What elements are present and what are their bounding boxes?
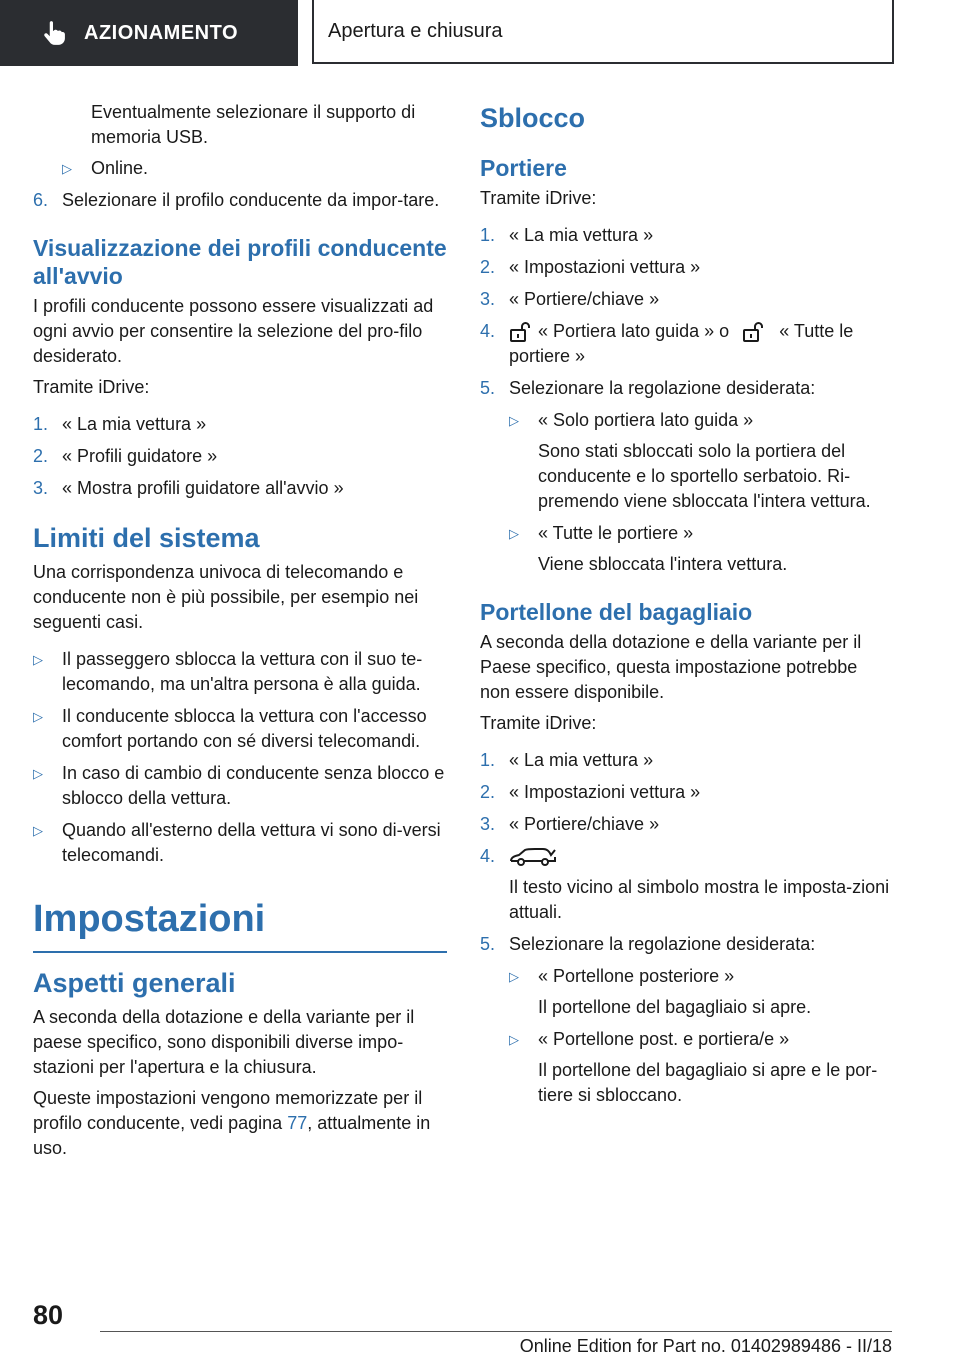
list-item: 2. « Impostazioni vettura » <box>480 782 701 802</box>
page-link[interactable]: 77 <box>287 1113 308 1133</box>
section-tab <box>0 0 298 66</box>
triangle-bullet-icon: ▷ <box>62 161 72 176</box>
list-item: 2. « Profili guidatore » <box>33 446 218 466</box>
section-heading: Sblocco <box>480 103 586 133</box>
intro-continuation: Eventualmente selezionare il supporto di memoria USB. <box>91 102 416 147</box>
section-heading: Limiti del sistema <box>33 523 260 553</box>
list-item: 2. « Impostazioni vettura » <box>480 257 701 277</box>
unlocked-padlock-icon <box>509 321 533 343</box>
list-item: 1. « La mia vettura » <box>480 225 654 245</box>
list-item: ▷ « Solo portiera lato guida » Sono stati sbloccati solo la portiera del conducente e lo sportello serbatoio. Ri-premendo viene sbloccata l'intera vettura. <box>480 408 892 514</box>
triangle-bullet-icon: ▷ <box>33 823 43 838</box>
triangle-bullet-icon: ▷ <box>33 766 43 781</box>
page-header <box>0 0 960 68</box>
paragraph: A seconda della dotazione e della variante per il paese specifico, sono disponibili diverse impo-stazioni per l'apertura e la chiusura. <box>33 1007 415 1077</box>
list-item: 3. « Portiere/chiave » <box>480 814 660 834</box>
list-item: ▷ Online. <box>33 156 447 181</box>
list-item: ▷ « Tutte le portiere » Viene sbloccata l'intera vettura. <box>480 521 892 577</box>
list-item: 5. Selezionare la regolazione desiderata: <box>480 934 816 954</box>
list-item: 1. « La mia vettura » <box>480 750 654 770</box>
list-item: ▷ Quando all'esterno della vettura vi sono di-versi telecomandi. <box>33 818 447 868</box>
triangle-bullet-icon: ▷ <box>509 1032 519 1047</box>
footer-divider <box>100 1331 892 1332</box>
hand-pointer-icon <box>40 20 66 46</box>
paragraph: Queste impostazioni vengono memorizzate per il profilo conducente, vedi pagina 77, attualmente in uso. <box>33 1088 431 1158</box>
section-title: AZIONAMENTO <box>84 21 239 44</box>
list-item: ▷ « Portellone posteriore » Il portellone del bagagliaio si apre. <box>480 964 892 1020</box>
list-item: 4. « Portiera lato guida » o « Tutte le portiere » <box>480 321 854 366</box>
section-heading: Visualizzazione dei profili conducente all'avvio <box>33 235 447 289</box>
list-item: 5. Selezionare la regolazione desiderata: <box>480 378 816 398</box>
triangle-bullet-icon: ▷ <box>33 652 43 667</box>
list-item: 4. Il testo vicino al simbolo mostra le imposta-zioni attuali. <box>480 846 890 922</box>
paragraph: Una corrispondenza univoca di telecomando e conducente non è più possibile, per esempio nei seguenti casi. <box>33 562 419 632</box>
paragraph: I profili conducente possono essere visualizzati ad ogni avvio per consentire la selezione del pro-filo desiderato. <box>33 296 434 366</box>
chapter-heading: Impostazioni <box>33 898 266 940</box>
chapter-heading-block <box>33 897 447 953</box>
triangle-bullet-icon: ▷ <box>33 709 43 724</box>
paragraph: Tramite iDrive: <box>33 377 150 397</box>
paragraph: Tramite iDrive: <box>480 188 597 208</box>
list-item: ▷ Il conducente sblocca la vettura con l'accesso comfort portando con sé diversi telecomandi. <box>33 704 447 754</box>
car-trunk-icon <box>509 846 557 868</box>
list-item: 6. Selezionare il profilo conducente da impor-tare. <box>33 190 440 210</box>
section-heading: Aspetti generali <box>33 968 236 998</box>
list-item: ▷ In caso di cambio di conducente senza blocco e sblocco della vettura. <box>33 761 447 811</box>
footer-edition: Online Edition for Part no. 01402989486 - II/18 <box>519 1336 892 1356</box>
list-item: 3. « Portiere/chiave » <box>480 289 660 309</box>
paragraph: A seconda della dotazione e della variante per il Paese specifico, questa impostazione potrebbe non essere disponibile. <box>480 632 862 702</box>
section-heading: Portiere <box>480 155 567 181</box>
triangle-bullet-icon: ▷ <box>509 413 519 428</box>
triangle-bullet-icon: ▷ <box>509 969 519 984</box>
left-column <box>33 100 447 1167</box>
list-item: 1. « La mia vettura » <box>33 414 207 434</box>
page-number: 80 <box>33 1300 64 1330</box>
list-item: 3. « Mostra profili guidatore all'avvio » <box>33 478 344 498</box>
subsection-title: Apertura e chiusura <box>328 19 503 42</box>
section-heading: Portellone del bagagliaio <box>480 599 753 625</box>
triangle-bullet-icon: ▷ <box>509 526 519 541</box>
subsection-tab <box>312 0 894 64</box>
unlocked-padlock-icon <box>742 321 766 343</box>
right-column <box>480 100 892 1115</box>
paragraph: Tramite iDrive: <box>480 713 597 733</box>
list-item: ▷ Il passeggero sblocca la vettura con il suo te-lecomando, ma un'altra persona è alla guida. <box>33 647 447 697</box>
list-item: ▷ « Portellone post. e portiera/e » Il portellone del bagagliaio si apre e le por-tiere si sbloccano. <box>480 1027 892 1108</box>
